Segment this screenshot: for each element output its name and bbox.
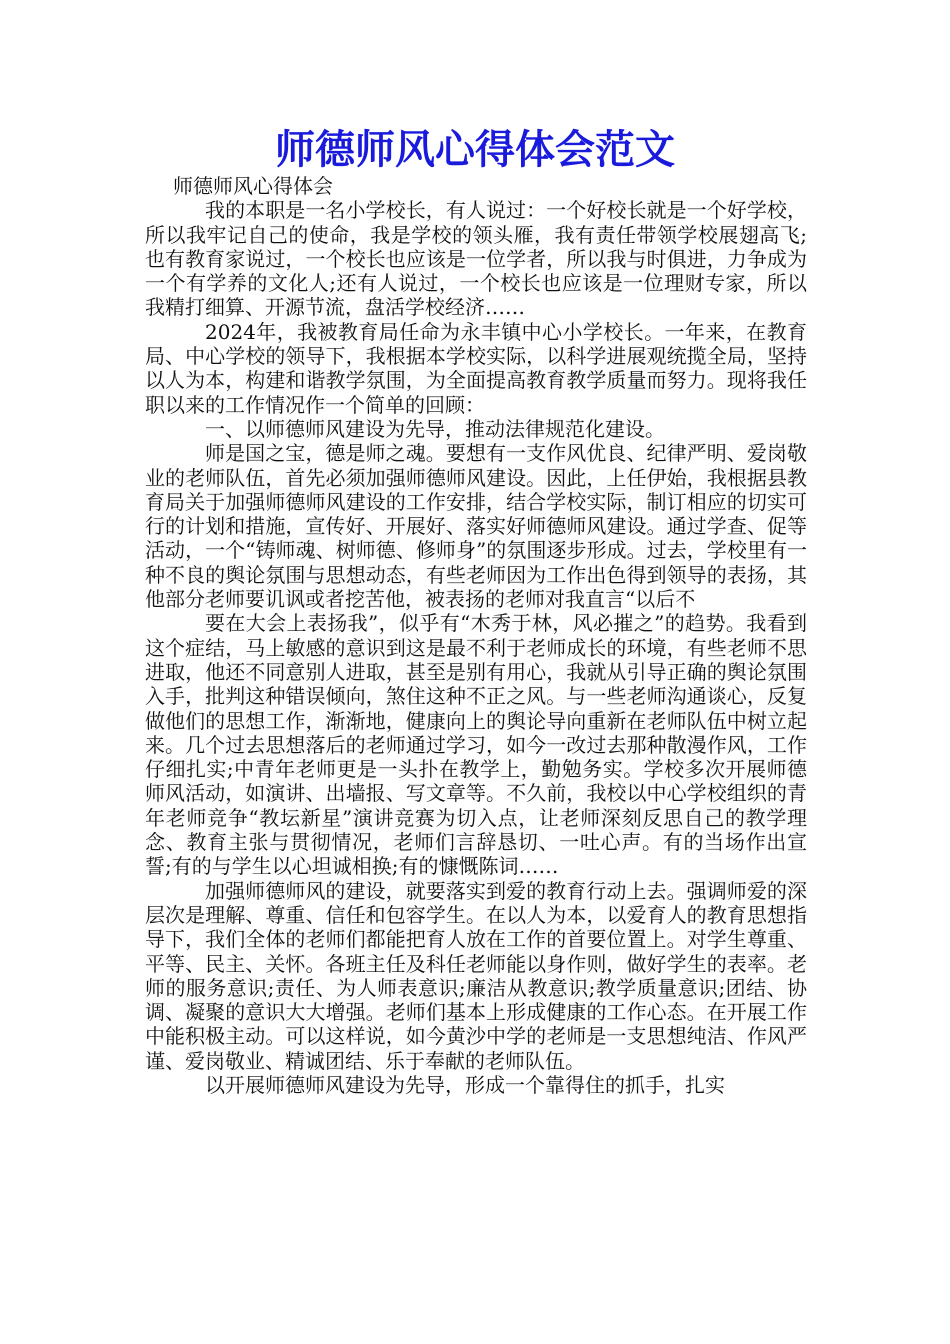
paragraph-5: 加强师德师风的建设，就要落实到爱的教育行动上去。强调师爱的深层次是理解、尊重、信任和包容学生。在以人为本，以爱育人的教育思想指导下，我们全体的老师们都能把育人放在工作的首要位置上。对学生尊重、平等、民主、关怀。各班主任及科任老师能以身作则，做好学生的表率。老师的服务意识;责任、为人师表意识;廉洁从教意识;教学质量意识;团结、协调、凝聚的意识大大增强。老师们基本上形成健康的工作心态。在开展工作中能积极主动。可以这样说，如今黄沙中学的老师是一支思想纯洁、作风严谨、爱岗敬业、精诚团结、乐于奉献的老师队伍。: [145, 878, 807, 1073]
paragraph-4: 要在大会上表扬我”，似乎有“木秀于林，风必摧之”的趋势。我看到这个症结，马上敏感的意识到这是最不利于老师成长的环境，有些老师不思进取，他还不同意别人进取，甚至是别有用心，我就从引导正确的舆论氛围入手，批判这种错误倾向，煞住这种不正之风。与一些老师沟通谈心，反复做他们的思想工作，渐渐地，健康向上的舆论导向重新在老师队伍中树立起来。几个过去思想落后的老师通过学习，如今一改过去那种散漫作风，工作仔细扎实;中青年老师更是一头扑在教学上，勤勉务实。学校多次开展师德师风活动，如演讲、出墙报、写文章等。不久前，我校以中心学校组织的青年老师竞争“教坛新星”演讲竞赛为切入点，让老师深刻反思自己的教学理念、教育主张与贯彻情况，老师们言辞恳切、一吐心声。有的当场作出宣誓;有的与学生以心坦诚相换;有的慷慨陈词……: [145, 611, 807, 879]
document-title: 师德师风心得体会范文: [275, 126, 675, 173]
section-heading-1: 一、以师德师风建设为先导，推动法律规范化建设。: [205, 416, 665, 441]
paragraph-2: 2024年，我被教育局任命为永丰镇中心小学校长。一年来，在教育局、中心学校的领导下，我根据本学校实际，以科学进展观统揽全局，坚持以人为本，构建和谐教学氛围，为全面提高教育教学质量而努力。现将我任职以来的工作情况作一个简单的回顾：: [145, 319, 807, 417]
paragraph-1: 我的本职是一名小学校长，有人说过：一个好校长就是一个好学校，所以我牢记自己的使命，我是学校的领头雁，我有责任带领学校展翅高飞;也有教育家说过，一个校长也应该是一位学者，所以我与时俱进，力争成为一个有学养的文化人;还有人说过，一个校长也应该是一位理财专家，所以我精打细算、开源节流，盘活学校经济……: [145, 198, 807, 320]
document-subtitle: 师德师风心得体会: [173, 174, 333, 198]
paragraph-6: 以开展师德师风建设为先导，形成一个靠得住的抓手，扎实: [205, 1072, 725, 1097]
paragraph-3: 师是国之宝，德是师之魂。要想有一支作风优良、纪律严明、爱岗敬业的老师队伍，首先必须加强师德师风建设。因此，上任伊始，我根据县教育局关于加强师德师风建设的工作安排，结合学校实际，制订相应的切实可行的计划和措施，宣传好、开展好、落实好师德师风建设。通过学查、促等活动，一个“铸师魂、树师德、修师身”的氛围逐步形成。过去，学校里有一种不良的舆论氛围与思想动态，有些老师因为工作出色得到领导的表扬，其他部分老师要讥讽或者挖苦他，被表扬的老师对我直言“以后不: [145, 441, 807, 612]
document-body: [145, 174, 807, 1097]
